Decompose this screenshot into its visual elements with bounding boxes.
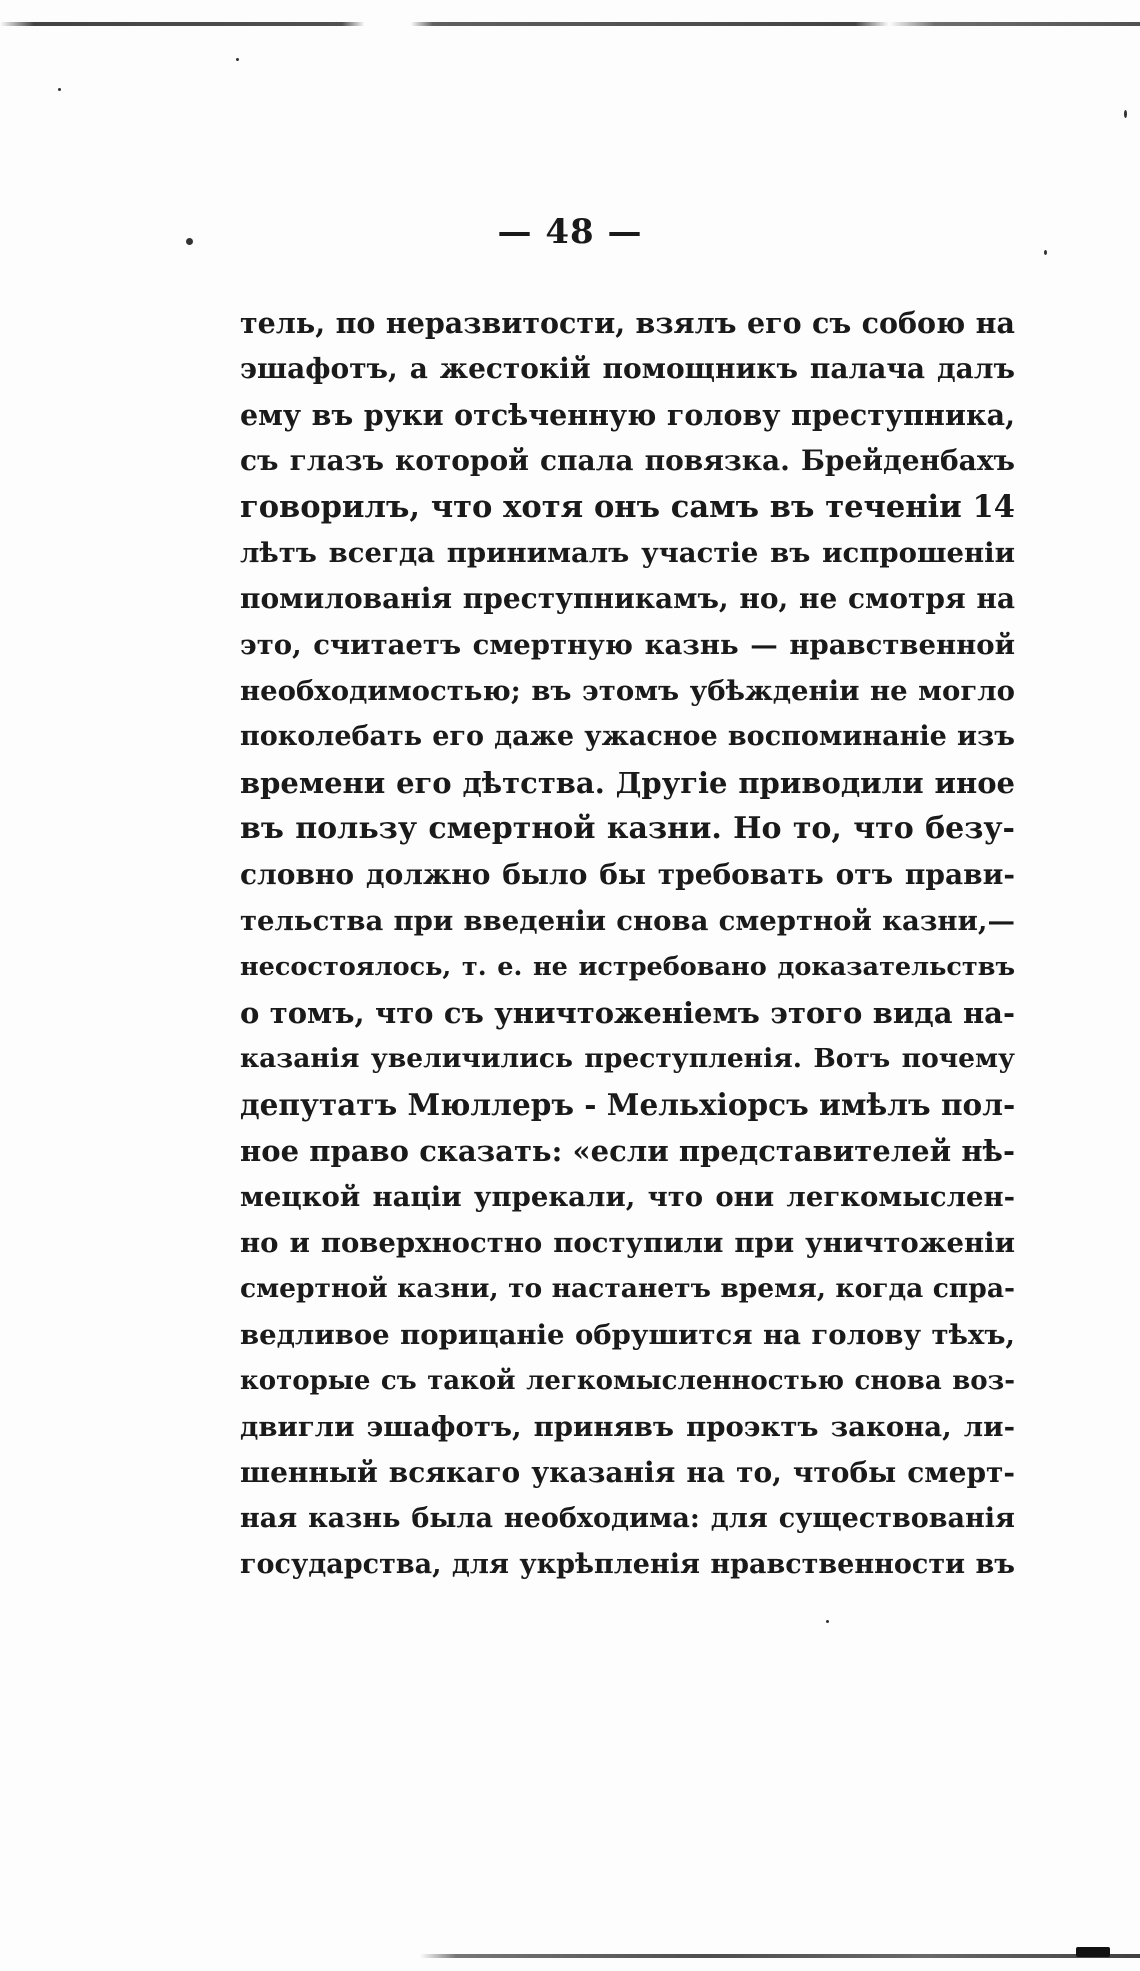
text-line: словно должно было бы требовать отъ прави- bbox=[240, 858, 1015, 891]
text-line: несостоялось, т. е. не истребовано доказательствъ bbox=[240, 952, 1015, 982]
ink-speck bbox=[1124, 110, 1127, 118]
text-line: ная казнь была необходима: для существованія bbox=[240, 1503, 1015, 1534]
text-line: въ пользу смертной казни. Но то, что безу- bbox=[240, 811, 1015, 846]
bottom-scan-edge bbox=[420, 1954, 1140, 1958]
page-number: — 48 — bbox=[497, 212, 643, 252]
text-line: шенный всякаго указанія на то, чтобы смерт- bbox=[240, 1456, 1015, 1489]
text-line: которые съ такой легкомысленностью снова воз- bbox=[240, 1366, 1015, 1396]
body-text bbox=[240, 300, 1015, 1588]
text-line: тельства при введеніи снова смертной казни,— bbox=[240, 905, 1015, 937]
text-line: это, считаетъ смертную казнь — нравственной bbox=[240, 629, 1015, 661]
text-line: помилованія преступникамъ, но, не смотря на bbox=[240, 582, 1015, 615]
bottom-scan-mark bbox=[1076, 1947, 1110, 1957]
ink-speck bbox=[826, 1620, 829, 1623]
text-line: двигли эшафотъ, принявъ проэктъ закона, ли- bbox=[240, 1411, 1015, 1443]
text-line: о томъ, что съ уничтоженіемъ этого вида на- bbox=[240, 996, 1015, 1030]
text-line: лѣтъ всегда принималъ участіе въ испрошеніи bbox=[240, 537, 1015, 569]
text-line: говорилъ, что хотя онъ самъ въ теченіи 14 bbox=[240, 489, 1015, 525]
text-line: мецкой націи упрекали, что они легкомыслен- bbox=[240, 1181, 1015, 1213]
text-line: тель, по неразвитости, взялъ его съ собою на bbox=[240, 306, 1015, 340]
top-scan-edge bbox=[0, 22, 1140, 26]
text-line: ное право сказать: «если представителей нѣ- bbox=[240, 1134, 1015, 1168]
text-line: съ глазъ которой спала повязка. Брейденбахъ bbox=[240, 444, 1015, 477]
text-line: ведливое порицаніе обрушится на голову тѣхъ, bbox=[240, 1319, 1015, 1351]
text-line: смертной казни, то настанетъ время, когда спра- bbox=[240, 1273, 1015, 1304]
text-line: государства, для укрѣпленія нравственности въ bbox=[240, 1549, 1015, 1580]
text-line: но и поверхностно поступили при уничтоженіи bbox=[240, 1227, 1015, 1259]
text-line: депутатъ Мюллеръ - Мельхіорсъ имѣлъ пол- bbox=[240, 1087, 1015, 1122]
ink-speck bbox=[58, 88, 61, 91]
text-line: поколебать его даже ужасное воспоминаніе изъ bbox=[240, 721, 1015, 752]
text-line: эшафотъ, а жестокій помощникъ палача далъ bbox=[240, 352, 1015, 385]
text-line: ему въ руки отсѣченную голову преступника, bbox=[240, 398, 1015, 432]
text-line: времени его дѣтства. Другіе приводили иное bbox=[240, 766, 1015, 800]
text-line: необходимостью; въ этомъ убѣжденіи не могло bbox=[240, 675, 1015, 707]
text-line: казанія увеличились преступленія. Вотъ почему bbox=[240, 1043, 1015, 1074]
ink-speck bbox=[236, 58, 239, 61]
